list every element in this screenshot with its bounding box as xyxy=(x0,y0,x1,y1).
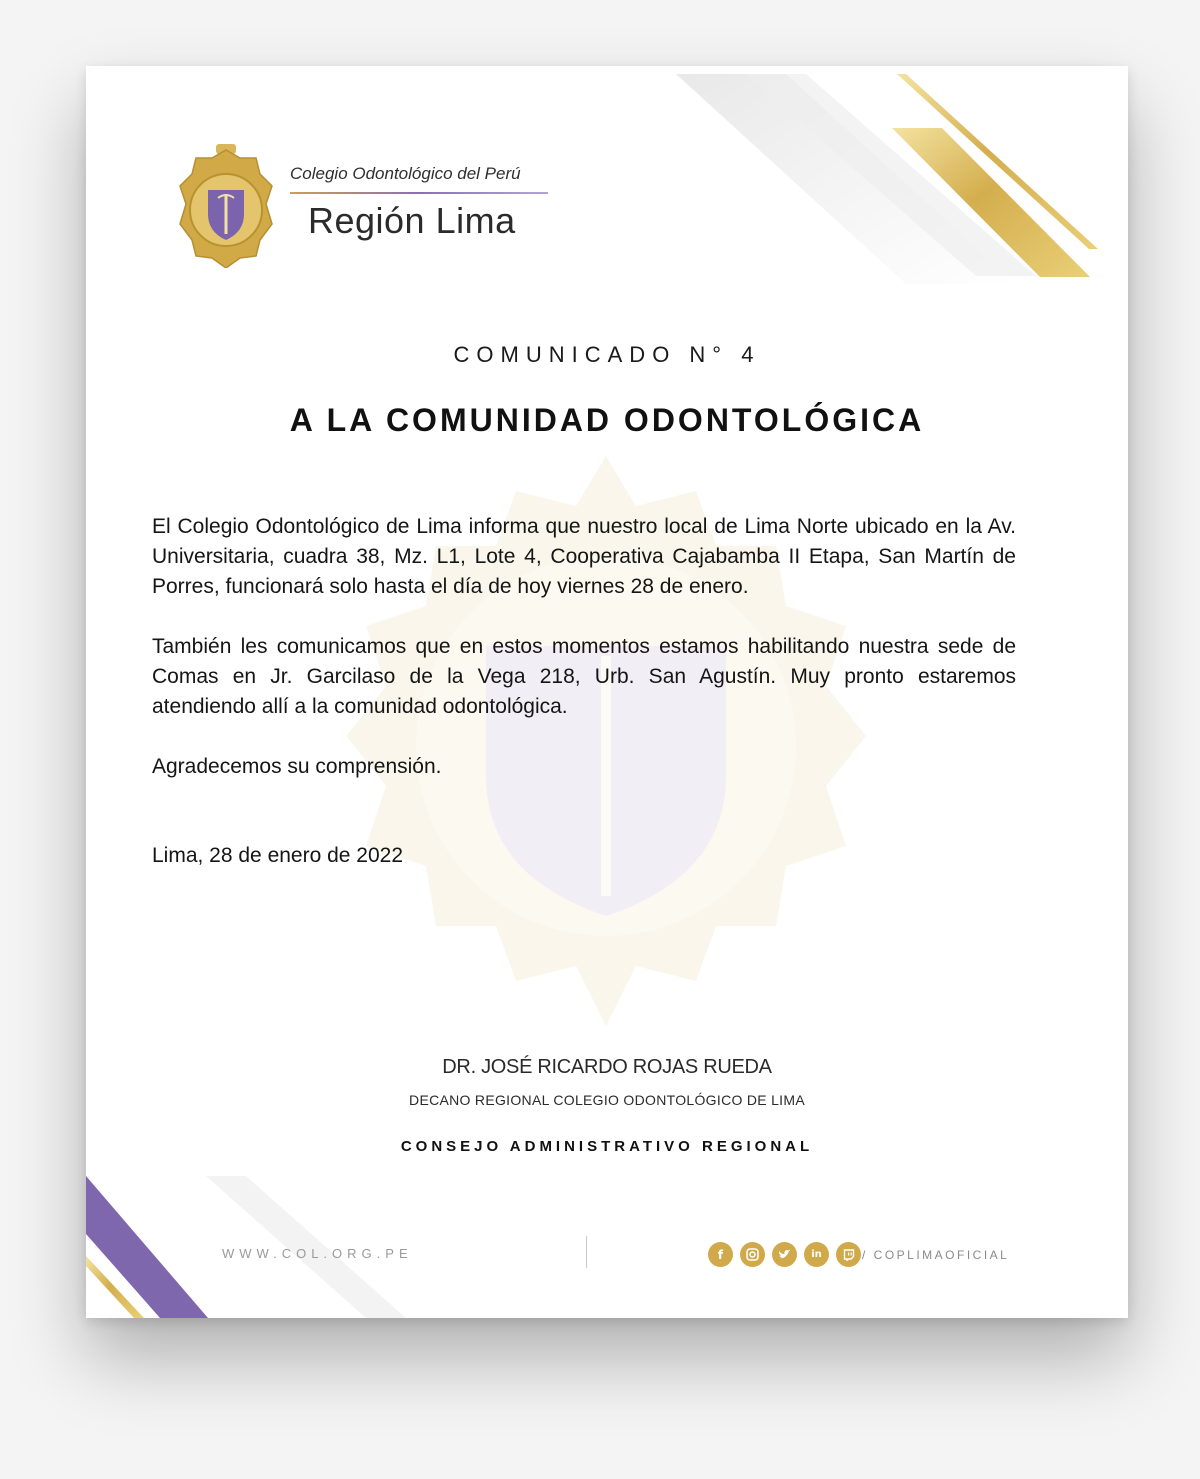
headline: A LA COMUNIDAD ODONTOLÓGICA xyxy=(289,402,925,438)
body-text xyxy=(152,512,1016,812)
paragraph: Agradecemos su comprensión. xyxy=(152,755,442,778)
signatory-role: DECANO REGIONAL COLEGIO ODONTOLÓGICO DE LIMA xyxy=(409,1092,805,1108)
organization-name: Colegio Odontológico del Perú xyxy=(290,164,521,183)
brand-divider xyxy=(290,192,548,194)
social-handle[interactable]: / COPLIMAOFICIAL xyxy=(862,1248,1010,1262)
paragraph: El Colegio Odontológico de Lima informa que nuestro local de Lima Norte ubicado en la Av. Universitaria, cuadra 38, Mz. L1, Lote 4, Cooperativa Cajabamba II Etapa, San Martín de Porres, funcionará solo hasta el día de hoy viernes 28 de enero. xyxy=(152,515,1016,598)
website-link[interactable]: WWW.COL.ORG.PE xyxy=(222,1246,413,1261)
twitter-icon[interactable] xyxy=(772,1242,797,1267)
social-icons xyxy=(708,1242,861,1267)
council-name: CONSEJO ADMINISTRATIVO REGIONAL xyxy=(400,1138,814,1155)
signatory-name: DR. JOSÉ RICARDO ROJAS RUEDA xyxy=(442,1056,772,1078)
date-line: Lima, 28 de enero de 2022 xyxy=(152,844,404,867)
region-title: Región Lima xyxy=(308,200,516,241)
footer-divider xyxy=(586,1236,587,1268)
instagram-icon[interactable] xyxy=(740,1242,765,1267)
seal-logo xyxy=(178,144,274,268)
facebook-icon[interactable]: f xyxy=(708,1242,733,1267)
twitch-icon[interactable] xyxy=(836,1242,861,1267)
paragraph: También les comunicamos que en estos momentos estamos habilitando nuestra sede de Comas en Jr. Garcilaso de la Vega 218, Urb. San Agustín. Muy pronto estaremos atendiendo allí a la comunidad odontológica. xyxy=(152,635,1016,718)
linkedin-icon[interactable]: in xyxy=(804,1242,829,1267)
communique-number: COMUNICADO N° 4 xyxy=(453,342,761,367)
document-sheet xyxy=(86,66,1128,1318)
